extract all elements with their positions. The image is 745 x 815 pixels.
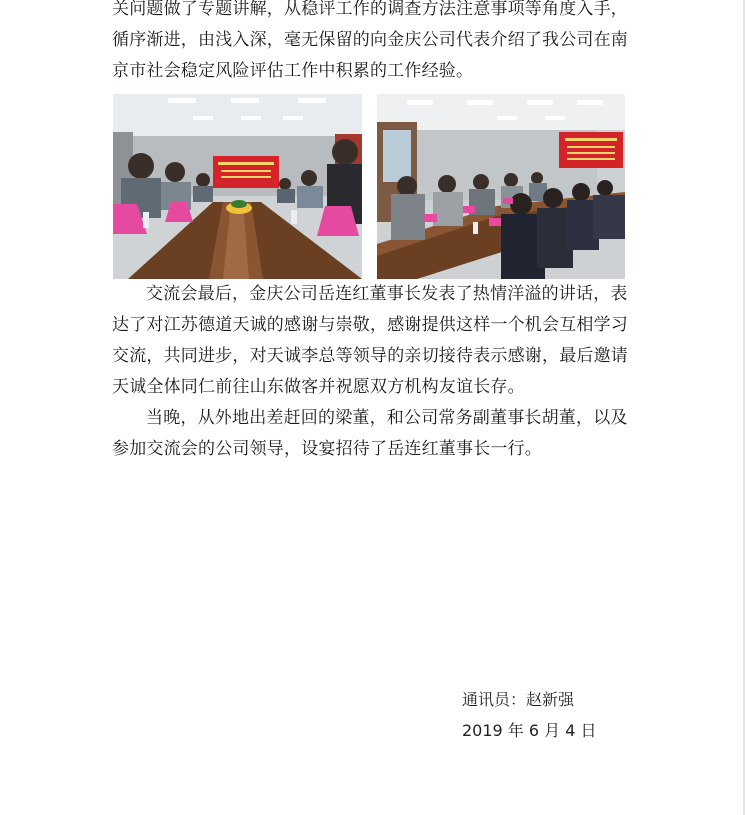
document-date: 2019 年 6 月 4 日	[462, 721, 597, 740]
text-line: 关问题做了专题讲解，从稳评工作的调查方法注意事项等角度入手，	[112, 0, 628, 19]
meeting-photo-right	[377, 94, 625, 279]
meeting-photo-icon	[377, 94, 625, 279]
paragraph-text: 交流会最后，金庆公司岳连红董事长发表了热情洋溢的讲话，表达了对江苏德道天诚的感谢与崇敬，感谢提供这样一个机会互相学习交流，共同进步，对天诚李总等领导的亲切接待表示感谢，最后邀请天诚全体同仁前往山东做客并祝愿双方机构友谊长存。	[112, 284, 628, 397]
paragraph-closing-speech	[112, 279, 636, 465]
paragraph-text: 当晚，从外地出差赶回的梁董，和公司常务副董事长胡董，以及参加交流会的公司领导，设宴招待了岳连红董事长一行。	[112, 408, 628, 459]
text-line: 循序渐进，由浅入深，毫无保留的向金庆公司代表介绍了我公司在南	[112, 30, 628, 50]
paragraph-experience	[112, 0, 636, 87]
reporter-signature: 通讯员：赵新强	[462, 690, 575, 709]
meeting-photo-left	[113, 94, 362, 279]
text-line: 京市社会稳定风险评估工作中积累的工作经验。	[112, 61, 474, 81]
meeting-photo-icon	[113, 94, 362, 279]
